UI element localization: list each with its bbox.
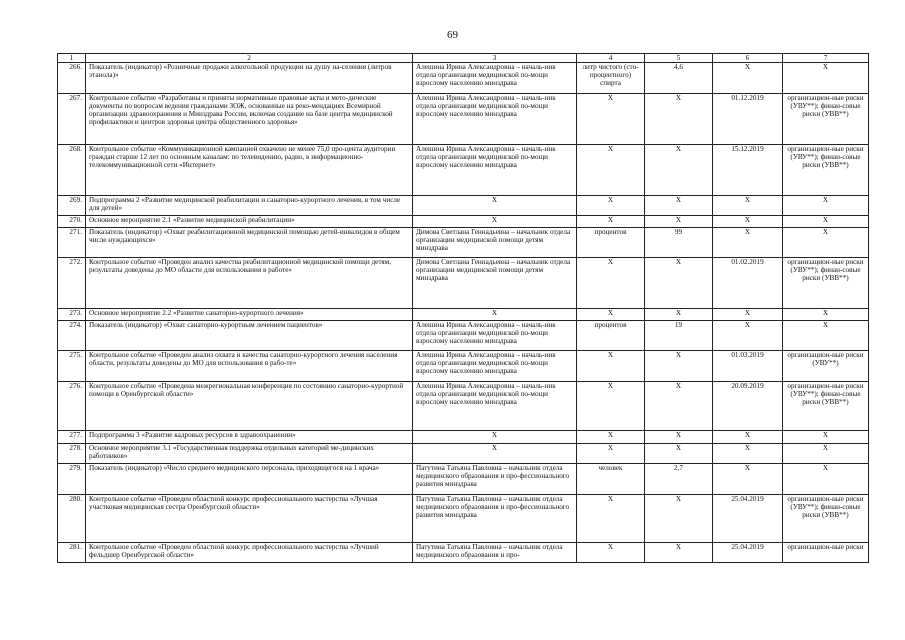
row-number: 279. bbox=[58, 464, 86, 495]
row-date: X bbox=[713, 309, 783, 321]
row-value: 2,7 bbox=[645, 464, 713, 495]
row-value: 4,6 bbox=[645, 63, 713, 94]
row-number: 267. bbox=[58, 94, 86, 145]
row-risk: организацион-ные риски (УВУ**); финан-совые риски (УВВ**) bbox=[783, 258, 869, 309]
row-name: Показатель (индикатор) «Охват санаторно-курортным лечением пациентов» bbox=[86, 321, 413, 351]
row-name: Контрольное событие «Проведен областной конкурс профессионального мастерства «Лучший фельдшер Оренбургской области» bbox=[86, 543, 413, 563]
header-cell: 2 bbox=[86, 54, 413, 63]
row-number: 280. bbox=[58, 495, 86, 543]
row-number: 269. bbox=[58, 196, 86, 216]
row-value: 99 bbox=[645, 228, 713, 258]
row-responsible: Патутина Татьяна Павловна – начальник отдела медицинского образования и про- bbox=[413, 543, 577, 563]
table-row bbox=[58, 145, 869, 196]
row-unit: X bbox=[577, 543, 645, 563]
page-number: 69 bbox=[447, 29, 458, 41]
row-risk: организацион-ные риски (УВУ**); финан-совые риски (УВВ**) bbox=[783, 382, 869, 431]
row-value: X bbox=[645, 309, 713, 321]
row-number: 277. bbox=[58, 431, 86, 444]
row-number: 278. bbox=[58, 444, 86, 464]
row-number: 270. bbox=[58, 216, 86, 228]
row-value: X bbox=[645, 382, 713, 431]
table-row bbox=[58, 495, 869, 543]
row-responsible: X bbox=[413, 431, 577, 444]
row-unit: процентов bbox=[577, 321, 645, 351]
row-value: X bbox=[645, 431, 713, 444]
header-cell: 5 bbox=[645, 54, 713, 63]
row-date: X bbox=[713, 444, 783, 464]
row-unit: X bbox=[577, 258, 645, 309]
table-row bbox=[58, 351, 869, 382]
table-row bbox=[58, 382, 869, 431]
row-unit: человек bbox=[577, 464, 645, 495]
row-name: Контрольное событие «Проведена межрегиональная конференция по состоянию санаторно-курортной помощи в Оренбургской области» bbox=[86, 382, 413, 431]
row-value: X bbox=[645, 495, 713, 543]
table-header-row bbox=[58, 54, 869, 63]
row-date: X bbox=[713, 431, 783, 444]
row-date: X bbox=[713, 63, 783, 94]
row-responsible: Алешина Ирина Александровна – началь-ник отдела организации медицинской по-мощи взрослому населению минздрава bbox=[413, 94, 577, 145]
row-value: X bbox=[645, 145, 713, 196]
row-name: Основное мероприятие 2.2 «Развитие санаторно-курортного лечения» bbox=[86, 309, 413, 321]
row-name: Показатель (индикатор) «Число среднего медицинского персонала, приходящегося на 1 врача» bbox=[86, 464, 413, 495]
control-events-table bbox=[57, 53, 869, 563]
row-unit: X bbox=[577, 431, 645, 444]
row-date: X bbox=[713, 228, 783, 258]
row-date: 01.12.2019 bbox=[713, 94, 783, 145]
row-risk: X bbox=[783, 228, 869, 258]
row-risk: X bbox=[783, 444, 869, 464]
row-name: Показатель (индикатор) «Розничные продажи алкогольной продукции на душу на-селения (литров этанола)» bbox=[86, 63, 413, 94]
row-value: X bbox=[645, 196, 713, 216]
row-unit: X bbox=[577, 145, 645, 196]
row-unit: X bbox=[577, 382, 645, 431]
row-name: Контрольное событие «Коммуникационной кампанией охвачено не менее 75,0 про-цента аудитории граждан старше 12 лет по основным каналам: по телевидению, радио, в информационно-телекоммуникационной сети «Интернет» bbox=[86, 145, 413, 196]
row-responsible: Алешина Ирина Александровна – началь-ник отдела организации медицинской по-мощи взрослому населению минздрава bbox=[413, 382, 577, 431]
row-responsible: Алешина Ирина Александровна – началь-ник отдела организации медицинской по-мощи взрослому населению минздрава bbox=[413, 321, 577, 351]
row-name: Подпрограмма 3 «Развитие кадровых ресурсов в здравоохранении» bbox=[86, 431, 413, 444]
table-row bbox=[58, 258, 869, 309]
row-number: 276. bbox=[58, 382, 86, 431]
row-unit: X bbox=[577, 196, 645, 216]
row-name: Контрольное событие «Разработаны и приняты нормативные правовые акты и мето-дические документы по вопросам ведения гражданами ЗОЖ, основанные на реко-мендациях Всемирной организации здравоохранения и Минздрава России, включая создание на базе центра медицинской профилактики и центров здоровья центра общественного здоровья» bbox=[86, 94, 413, 145]
row-risk: организацион-ные риски (УВУ**); финан-совые риски (УВВ**) bbox=[783, 145, 869, 196]
row-number: 266. bbox=[58, 63, 86, 94]
row-date: 01.02.2019 bbox=[713, 258, 783, 309]
row-value: X bbox=[645, 444, 713, 464]
header-cell: 7 bbox=[783, 54, 869, 63]
row-unit: литр чистого (сто-процентного) спирта bbox=[577, 63, 645, 94]
row-unit: X bbox=[577, 495, 645, 543]
row-number: 275. bbox=[58, 351, 86, 382]
row-responsible: Димова Светлана Геннадьевна – начальник отдела организации медицинской помощи детям минздрава bbox=[413, 258, 577, 309]
row-value: X bbox=[645, 258, 713, 309]
row-name: Основное мероприятие 2.1 «Развитие медицинской реабилитации» bbox=[86, 216, 413, 228]
row-number: 272. bbox=[58, 258, 86, 309]
row-number: 273. bbox=[58, 309, 86, 321]
row-responsible: X bbox=[413, 444, 577, 464]
row-name: Контрольное событие «Проведен анализ охвата и качества санаторно-курортного лечения населения области, результаты доведены до МО для использования в рабо-те» bbox=[86, 351, 413, 382]
row-number: 271. bbox=[58, 228, 86, 258]
row-responsible: Димова Светлана Геннадьевна – начальник отдела организации медицинской помощи детям минздрава bbox=[413, 228, 577, 258]
row-number: 268. bbox=[58, 145, 86, 196]
row-risk: организацион-ные риски (УВУ**); финан-совые риски (УВВ**) bbox=[783, 495, 869, 543]
row-responsible: Алешина Ирина Александровна – началь-ник отдела организации медицинской по-мощи взрослому населению минздрава bbox=[413, 145, 577, 196]
table-row bbox=[58, 94, 869, 145]
row-responsible: X bbox=[413, 216, 577, 228]
row-responsible: X bbox=[413, 309, 577, 321]
row-responsible: Алешина Ирина Александровна – началь-ник отдела организации медицинской по-мощи взрослому населению минздрава bbox=[413, 351, 577, 382]
row-value: X bbox=[645, 94, 713, 145]
row-number: 281. bbox=[58, 543, 86, 563]
row-date: X bbox=[713, 464, 783, 495]
row-unit: X bbox=[577, 444, 645, 464]
table-row bbox=[58, 216, 869, 228]
row-name: Контрольное событие «Проведен анализ качества реабилитационной медицинской помощи детям, результаты доведены до МО области для использования в работе» bbox=[86, 258, 413, 309]
row-unit: процентов bbox=[577, 228, 645, 258]
table-row bbox=[58, 309, 869, 321]
row-responsible: Патутина Татьяна Павловна – начальник отдела медицинского образования и про-фессионального развития минздрава bbox=[413, 495, 577, 543]
table-row bbox=[58, 431, 869, 444]
row-risk: X bbox=[783, 431, 869, 444]
row-unit: X bbox=[577, 351, 645, 382]
header-cell: 1 bbox=[58, 54, 86, 63]
row-risk: X bbox=[783, 321, 869, 351]
header-cell: 4 bbox=[577, 54, 645, 63]
table-row bbox=[58, 444, 869, 464]
row-value: X bbox=[645, 216, 713, 228]
row-risk: организацион-ные риски (УВУ**) bbox=[783, 351, 869, 382]
row-value: X bbox=[645, 351, 713, 382]
row-unit: X bbox=[577, 216, 645, 228]
table-row bbox=[58, 321, 869, 351]
header-cell: 6 bbox=[713, 54, 783, 63]
header-cell: 3 bbox=[413, 54, 577, 63]
row-risk: X bbox=[783, 216, 869, 228]
row-risk: X bbox=[783, 464, 869, 495]
row-risk: X bbox=[783, 309, 869, 321]
row-date: 20.09.2019 bbox=[713, 382, 783, 431]
row-risk: организацион-ные риски bbox=[783, 543, 869, 563]
row-date: 25.04.2019 bbox=[713, 543, 783, 563]
row-risk: X bbox=[783, 63, 869, 94]
row-unit: X bbox=[577, 94, 645, 145]
row-unit: X bbox=[577, 309, 645, 321]
row-name: Основное мероприятие 3.1 «Государственная поддержка отдельных категорий ме-дицинских работников» bbox=[86, 444, 413, 464]
table-row bbox=[58, 196, 869, 216]
row-responsible: X bbox=[413, 196, 577, 216]
row-responsible: Алешина Ирина Александровна – началь-ник отдела организации медицинской по-мощи взрослому населению минздрава bbox=[413, 63, 577, 94]
row-date: X bbox=[713, 216, 783, 228]
row-risk: организацион-ные риски (УВУ**); финан-совые риски (УВВ**) bbox=[783, 94, 869, 145]
row-date: 25.04.2019 bbox=[713, 495, 783, 543]
row-responsible: Патутина Татьяна Павловна – начальник отдела медицинского образования и про-фессионального развития минздрава bbox=[413, 464, 577, 495]
row-number: 274. bbox=[58, 321, 86, 351]
row-date: X bbox=[713, 321, 783, 351]
row-risk: X bbox=[783, 196, 869, 216]
row-name: Подпрограмма 2 «Развитие медицинской реабилитации и санаторно-курортного лечения, в том числе для детей» bbox=[86, 196, 413, 216]
row-value: 19 bbox=[645, 321, 713, 351]
table-row bbox=[58, 228, 869, 258]
row-date: 15.12.2019 bbox=[713, 145, 783, 196]
row-date: 01.03.2019 bbox=[713, 351, 783, 382]
row-name: Показатель (индикатор) «Охват реабилитационной медицинской помощью детей-инвалидов в общем числе нуждающихся» bbox=[86, 228, 413, 258]
table-row bbox=[58, 63, 869, 94]
table-row bbox=[58, 543, 869, 563]
row-date: X bbox=[713, 196, 783, 216]
table-row bbox=[58, 464, 869, 495]
row-value: X bbox=[645, 543, 713, 563]
row-name: Контрольное событие «Проведен областной конкурс профессионального мастерства «Лучшая участковая медицинская сестра Оренбургской области» bbox=[86, 495, 413, 543]
